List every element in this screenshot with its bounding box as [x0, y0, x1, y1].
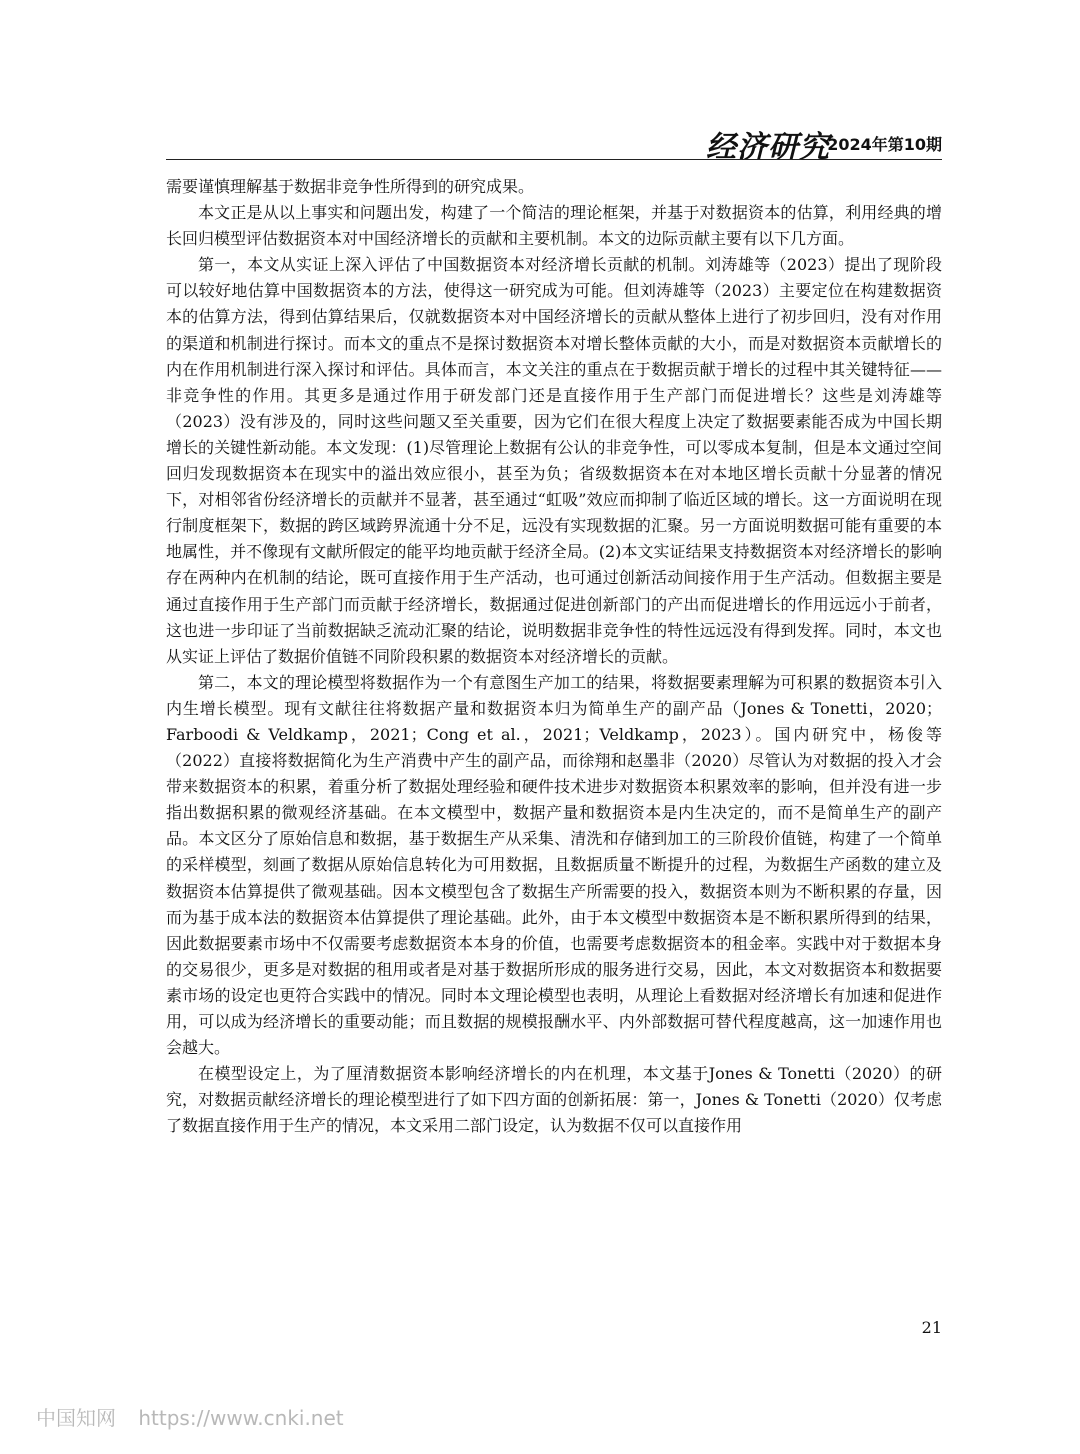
page-header [166, 120, 942, 165]
page-number: 21 [921, 1318, 942, 1337]
paragraph: 在模型设定上，为了厘清数据资本影响经济增长的内在机理，本文基于Jones & Tonetti（2020）的研究，对数据贡献经济增长的理论模型进行了如下四方面的创新拓展：第一，Jones & Tonetti（2020）仅考虑了数据直接作用于生产的情况，本文采用二部门设定，认为数据不仅可以直接作用 [166, 1064, 942, 1136]
paragraph: 本文正是从以上事实和问题出发，构建了一个简洁的理论框架，并基于对数据资本的估算，利用经典的增长回归模型评估数据资本对中国经济增长的贡献和主要机制。本文的边际贡献主要有以下几方面。 [166, 203, 942, 249]
issue-label: 2024年第10期 [827, 135, 942, 154]
watermark-url[interactable]: https://www.cnki.net [138, 1406, 344, 1430]
paragraph: 第一，本文从实证上深入评估了中国数据资本对经济增长贡献的机制。刘涛雄等（2023）提出了现阶段可以较好地估算中国数据资本的方法，使得这一研究成为可能。但刘涛雄等（2023）主要定位在构建数据资本的估算方法，得到估算结果后，仅就数据资本对中国经济增长的贡献从整体上进行了初步回归，没有对作用的渠道和机制进行探讨。而本文的重点不是探讨数据资本对增长整体贡献的大小，而是对数据资本贡献增长的内在作用机制进行深入探讨和评估。具体而言，本文关注的重点在于数据贡献于增长的过程中其关键特征——非竞争性的作用。其更多是通过作用于研发部门还是直接作用于生产部门而促进增长？这些是刘涛雄等（2023）没有涉及的，同时这些问题又至关重要，因为它们在很大程度上决定了数据要素能否成为中国长期增长的关键性新动能。本文发现：(1)尽管理论上数据有公认的非竞争性，可以零成本复制，但是本文通过空间回归发现数据资本在现实中的溢出效应很小，甚至为负；省级数据资本在对本地区增长贡献十分显著的情况下，对相邻省份经济增长的贡献并不显著，甚至通过“虹吸”效应而抑制了临近区域的增长。这一方面说明在现行制度框架下，数据的跨区域跨界流通十分不足，远没有实现数据的汇聚。另一方面说明数据可能有重要的本地属性，并不像现有文献所假定的能平均地贡献于经济全局。(2)本文实证结果支持数据资本对经济增长的影响存在两种内在机制的结论，既可直接作用于生产活动，也可通过创新活动间接作用于生产活动。但数据主要是通过直接作用于生产部门而贡献于经济增长，数据通过促进创新部门的产出而促进增长的作用远远小于前者，这也进一步印证了当前数据缺乏流动汇聚的结论，说明数据非竞争性的特性远远没有得到发挥。同时，本文也从实证上评估了数据价值链不同阶段积累的数据资本对经济增长的贡献。 [166, 255, 942, 666]
paragraph: 需要谨慎理解基于数据非竞争性所得到的研究成果。 [166, 177, 535, 196]
article-body [166, 174, 942, 1139]
paragraph: 第二，本文的理论模型将数据作为一个有意图生产加工的结果，将数据要素理解为可积累的数据资本引入内生增长模型。现有文献往往将数据产量和数据资本归为简单生产的副产品（Jones & Tonetti，2020；Farboodi & Veldkamp，2021；Cong et al.，2021；Veldkamp，2023）。国内研究中，杨俊等（2022）直接将数据简化为生产消费中产生的副产品，而徐翔和赵墨非（2020）尽管认为对数据的投入才会带来数据资本的积累，着重分析了数据处理经验和硬件技术进步对数据资本积累效率的影响，但并没有进一步指出数据积累的微观经济基础。在本文模型中，数据产量和数据资本是内生决定的，而不是简单生产的副产品。本文区分了原始信息和数据，基于数据生产从采集、清洗和存储到加工的三阶段价值链，构建了一个简单的采样模型，刻画了数据从原始信息转化为可用数据，且数据质量不断提升的过程，为数据生产函数的建立及数据资本估算提供了微观基础。因本文模型包含了数据生产所需要的投入，数据资本则为不断积累的存量，因而为基于成本法的数据资本估算提供了理论基础。此外，由于本文模型中数据资本是不断积累所得到的结果，因此数据要素市场中不仅需要考虑数据资本本身的价值，也需要考虑数据资本的租金率。实践中对于数据本身的交易很少，更多是对数据的租用或者是对基于数据所形成的服务进行交易，因此，本文对数据资本和数据要素市场的设定也更符合实践中的情况。同时本文理论模型也表明，从理论上看数据对经济增长有加速和促进作用，可以成为经济增长的重要动能；而且数据的规模报酬水平、内外部数据可替代程度越高，这一加速作用也会越大。 [166, 672, 942, 1058]
header-rule [166, 159, 942, 160]
watermark-brand: 中国知网 [36, 1406, 116, 1430]
cnki-watermark [36, 1402, 344, 1431]
journal-logo: 经济研究 [706, 130, 830, 165]
